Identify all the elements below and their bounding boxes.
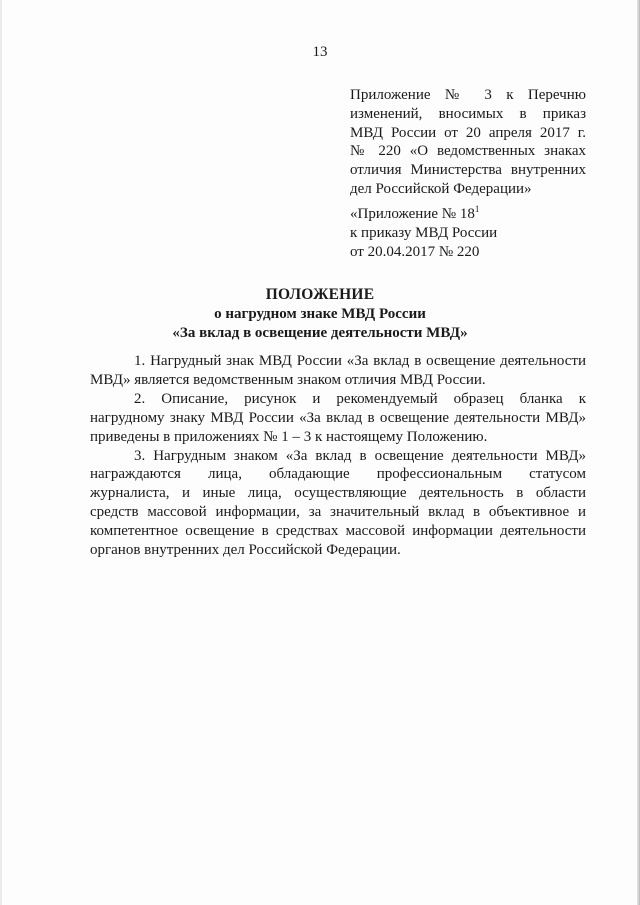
- title-subtitle-2: «За вклад в освещение деятельности МВД»: [172, 324, 468, 341]
- reference-line-2: к приказу МВД России: [350, 224, 498, 241]
- appendix-line: № 220 «О ведомственных знаках: [350, 143, 586, 160]
- paragraph-line: 2. Описание, рисунок и рекомендуемый образец бланка к: [134, 390, 586, 407]
- paragraph-line: средств массовой информации, за значительный вклад в объективное и: [90, 504, 586, 521]
- paragraph-line: 3. Нагрудным знаком «За вклад в освещение деятельности МВД»: [134, 447, 586, 464]
- reference-line-3: от 20.04.2017 № 220: [350, 243, 480, 260]
- document-body: [90, 352, 586, 560]
- paragraph-line: 1. Нагрудный знак МВД России «За вклад в освещение деятельности: [134, 353, 586, 369]
- page-number: 13: [312, 44, 328, 60]
- paragraph-line: нагрудному знаку МВД России «За вклад в освещение деятельности МВД»: [90, 409, 586, 426]
- scan-edge-left: [0, 0, 2, 905]
- paragraph-line: компетентное освещение в средствах массовой информации деятельности: [90, 523, 586, 540]
- appendix-line: МВД России от 20 апреля 2017 г.: [350, 124, 586, 141]
- paragraph-line: МВД» является ведомственным знаком отличия МВД России.: [90, 371, 486, 388]
- paragraph-1: [90, 352, 586, 390]
- reference-line-1: [350, 205, 590, 224]
- appendix-line: Приложение № 3 к Перечню: [350, 87, 586, 103]
- title-main: ПОЛОЖЕНИЕ: [265, 286, 375, 303]
- paragraph-line: журналиста, и иные лица, осуществляющие деятельность в области: [90, 485, 586, 502]
- appendix-line: изменений, вносимых в приказ: [350, 105, 586, 122]
- reference-appendix-number: «Приложение № 18: [350, 206, 475, 222]
- appendix-note: [350, 86, 586, 199]
- paragraph-3: [90, 447, 586, 560]
- appendix-line: дел Российской Федерации»: [350, 180, 532, 197]
- paragraph-line: органов внутренних дел Российской Федерации.: [90, 542, 401, 559]
- appendix-line: отличия Министерства внутренних: [350, 162, 586, 179]
- document-title: [0, 286, 640, 342]
- title-subtitle-1: о нагрудном знаке МВД России: [214, 305, 426, 322]
- reference-superscript: 1: [474, 204, 480, 214]
- paragraph-line: приведены в приложениях № 1 – 3 к настоящему Положению.: [90, 428, 488, 445]
- paragraph-2: [90, 390, 586, 447]
- paragraph-line: награждаются лица, обладающие профессиональным статусом: [90, 466, 586, 483]
- order-reference: [350, 205, 590, 261]
